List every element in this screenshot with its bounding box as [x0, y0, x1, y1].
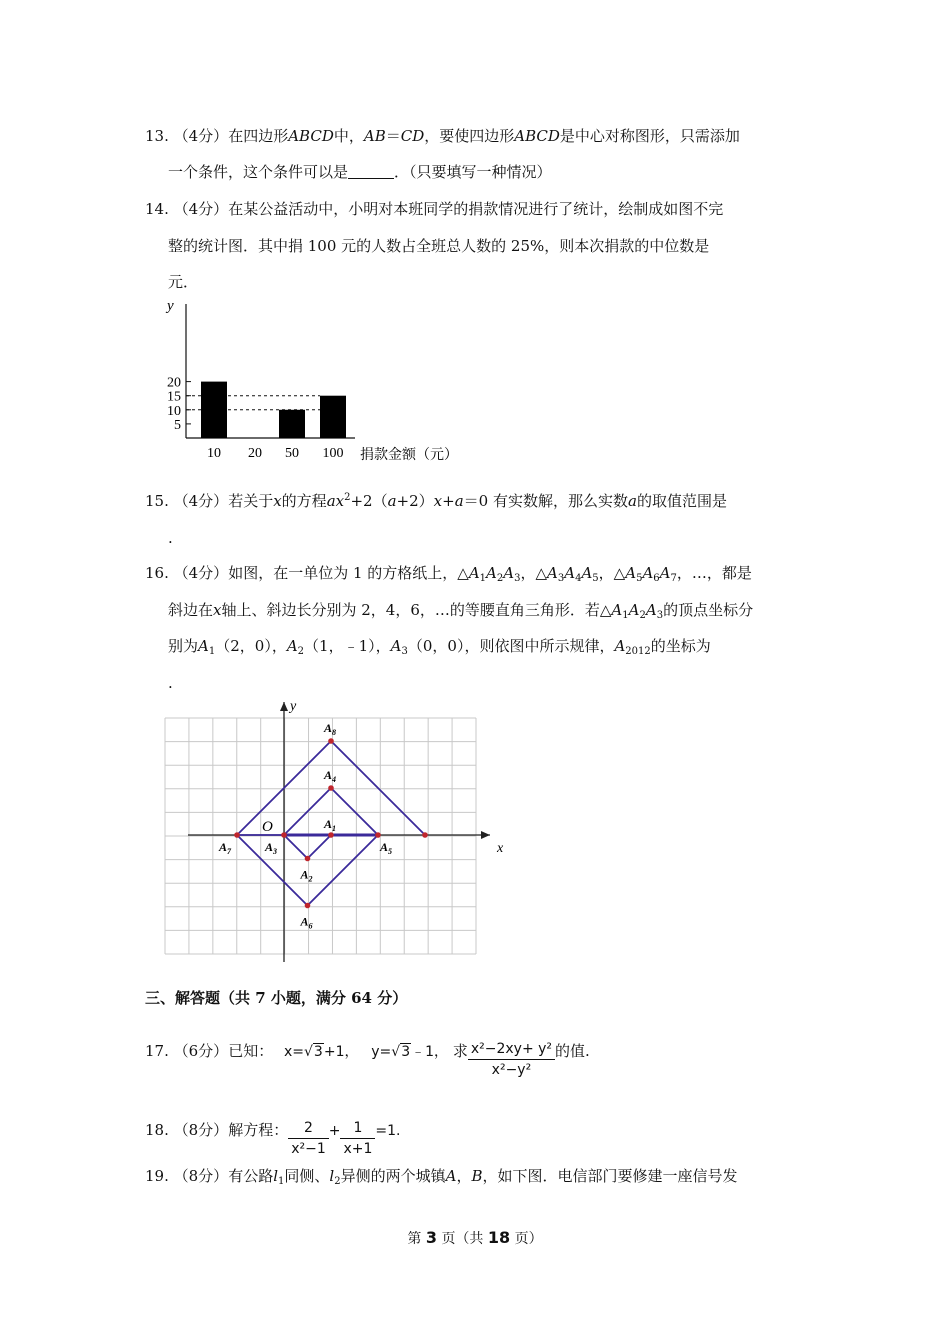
q14-score: （4分）: [173, 200, 229, 218]
q16-point: A: [198, 637, 209, 655]
point-label-a1: $A_1$: [324, 817, 337, 833]
q13-number: 13.: [145, 127, 169, 145]
q19-text: 有公路: [228, 1167, 274, 1185]
q16-sub: 1: [208, 646, 216, 657]
coordinate-grid-figure: [160, 696, 510, 966]
fraction-numerator: 2: [288, 1118, 329, 1139]
bar-100: [320, 396, 346, 438]
point-dot: [281, 832, 287, 838]
point-dot: [305, 903, 311, 909]
q16-text: 轴上、斜边长分别为 2，4，6，…的等腰直角三角形．若△: [221, 601, 612, 619]
point-dot: [375, 832, 381, 838]
point-dot: [305, 856, 311, 862]
q15-text: +2）: [396, 492, 434, 510]
fraction-denominator: x²−y²: [491, 1062, 532, 1078]
q16-point: A: [390, 637, 402, 655]
q19-sub: 1: [278, 1176, 285, 1187]
q15-text: 的方程: [281, 492, 327, 510]
q16-sub: 5: [592, 573, 599, 584]
q19-road: l: [329, 1167, 335, 1185]
q14-line2: 整的统计图．其中捐 100 元的人数占全班总人数的 25%，则本次捐款的中位数是: [168, 237, 710, 255]
q15-text: +2（: [350, 492, 388, 510]
y-axis-label: y: [290, 699, 297, 714]
triangle-a1a2a3: [284, 835, 331, 859]
page-footer: [0, 1228, 950, 1249]
point-label-a5: $A_5$: [380, 840, 393, 856]
q15-var-a: a: [387, 492, 397, 510]
origin-label: O: [262, 819, 273, 835]
q14-number: 14.: [145, 200, 169, 218]
q19-score: （8分）: [173, 1167, 229, 1185]
y-tick-label: 20: [167, 375, 181, 391]
q17-score: （6分）: [173, 1042, 229, 1060]
q16-coord: （0，0），则依图中所示规律，: [407, 637, 615, 655]
x-tick-label: 100: [322, 446, 344, 461]
q16-text: ，…，都是: [676, 564, 752, 582]
fraction-numerator: x²−2xy+ y²: [468, 1039, 555, 1060]
q13-text: ，要使四边形: [424, 127, 515, 145]
bar-10: [201, 382, 227, 438]
q15-text: +: [442, 492, 455, 510]
x-axis-label: 捐款金额（元）: [360, 448, 458, 463]
q18-score: （8分）: [173, 1121, 229, 1139]
q16-point: A: [547, 564, 558, 582]
q16-line3: [168, 636, 711, 656]
q16-point: A: [642, 564, 654, 582]
radicand: 3: [313, 1044, 323, 1060]
y-axis-label: y: [167, 298, 174, 314]
x-tick-label: 50: [285, 446, 299, 461]
q18-rhs: =1.: [375, 1123, 401, 1139]
q14-text: 在某公益活动中，小明对本班同学的捐款情况进行了统计，绘制成如图不完: [228, 200, 724, 218]
q17-fraction: [468, 1039, 555, 1080]
q13-text: 是中心对称图形，只需添加: [559, 127, 740, 145]
q16-number: 16.: [145, 564, 169, 582]
q17-x-expr: [284, 1044, 359, 1060]
answer-blank: [348, 164, 394, 179]
q15-number: 15.: [145, 492, 169, 510]
section-title: 三、解答题（共 7 小题，满分 64 分）: [145, 989, 408, 1007]
q16-sub: 2: [639, 610, 646, 621]
q16-sub: 6: [653, 573, 660, 584]
y-axis-arrow: [280, 702, 288, 711]
point-dot: [328, 738, 334, 744]
q19-town-a: A: [445, 1167, 457, 1185]
q16-var-x: x: [213, 601, 222, 619]
q16-point: A: [625, 564, 637, 582]
q16-sub: 3: [557, 573, 565, 584]
q17-plus1: +1，: [323, 1044, 359, 1060]
q16-point: A: [628, 601, 640, 619]
q15-text: 若关于: [228, 492, 274, 510]
q17-y-eq: y=: [371, 1044, 392, 1060]
q16-sub: 5: [636, 573, 643, 584]
q14-line1: [145, 199, 723, 219]
q13-eq: ＝: [385, 127, 401, 145]
q16-score: （4分）: [173, 564, 229, 582]
q18-line: [145, 1118, 401, 1159]
q17-text: 已知：: [228, 1042, 274, 1060]
q16-text: ，△: [598, 564, 626, 582]
q16-point: A: [645, 601, 657, 619]
x-tick-label: 10: [207, 446, 221, 461]
q15-var-x: x: [433, 492, 443, 510]
fraction-denominator: x²−1: [291, 1141, 326, 1157]
point-dot: [234, 832, 240, 838]
x-tick-label: 20: [248, 446, 262, 461]
q18-fraction-2: [340, 1118, 375, 1159]
q13-text: 中，: [333, 127, 364, 145]
q19-number: 19.: [145, 1167, 169, 1185]
sqrt-sign: √3: [391, 1044, 411, 1060]
q15-var-a: a: [628, 492, 637, 510]
q18-text: 解方程：: [228, 1121, 289, 1139]
q17-minus1: ﹣1，: [411, 1044, 449, 1060]
q17-y-expr: [371, 1044, 448, 1060]
q16-text: 的坐标为: [650, 637, 711, 655]
q18-number: 18.: [145, 1121, 169, 1139]
footer-text: 第: [407, 1231, 422, 1247]
point-label-a3: $A_3$: [265, 840, 278, 856]
q16-point: A: [468, 564, 480, 582]
q13-text: 在四边形: [228, 127, 289, 145]
q15-var-ax: ax: [326, 492, 345, 510]
q16-point: A: [503, 564, 515, 582]
q13-line1: [145, 126, 740, 146]
point-dot: [422, 832, 428, 838]
q13-text: 一个条件，这个条件可以是: [168, 163, 349, 181]
q13-abcd: ABCD: [514, 127, 560, 145]
q16-sub: 3: [514, 573, 521, 584]
q17-line: [145, 1039, 590, 1080]
q16-point: A: [614, 637, 626, 655]
footer-text: 页（共: [441, 1231, 484, 1247]
fraction-denominator: x+1: [343, 1141, 373, 1157]
q14-line3: 元．: [168, 273, 199, 291]
radicand: 3: [401, 1044, 411, 1060]
q16-sub: 4: [575, 573, 582, 584]
sqrt-sign: √3: [304, 1044, 323, 1060]
q16-sub: 1: [622, 610, 629, 621]
q16-text: 斜边在: [168, 601, 214, 619]
q13-abcd: ABCD: [288, 127, 334, 145]
q16-point: A: [581, 564, 593, 582]
q13-ab: AB: [363, 127, 386, 145]
q16-sub: 3: [656, 610, 664, 621]
q19-line1: [145, 1166, 738, 1186]
q19-text: 异侧的两个城镇: [340, 1167, 446, 1185]
q15-text: 的取值范围是: [636, 492, 727, 510]
q16-sub: 7: [670, 573, 677, 584]
q15-exponent: 2: [344, 492, 351, 503]
footer-text: 页）: [514, 1231, 543, 1247]
q16-point: A: [286, 637, 298, 655]
q16-text: 的顶点坐标分: [663, 601, 754, 619]
q15-score: （4分）: [173, 492, 229, 510]
q16-sub: 3: [401, 646, 408, 657]
q16-point: A: [611, 601, 623, 619]
q13-score: （4分）: [173, 127, 229, 145]
q17-text: 求: [452, 1042, 468, 1060]
q16-line1: [145, 563, 752, 583]
y-tick-label: 10: [167, 403, 181, 419]
q19-road: l: [273, 1167, 279, 1185]
donation-bar-chart: [150, 292, 490, 472]
point-dot: [328, 785, 334, 791]
q15-var-a: a: [454, 492, 464, 510]
x-axis-label: x: [497, 841, 504, 856]
q19-text: 同侧、: [284, 1167, 330, 1185]
q16-coord: （2，0），: [215, 637, 287, 655]
point-label-a6: $A_6$: [300, 914, 313, 931]
q19-town-b: B: [471, 1167, 483, 1185]
point-label-a2: $A_2$: [300, 867, 313, 884]
q17-number: 17.: [145, 1042, 169, 1060]
q16-text: 如图，在一单位为 1 的方格纸上，△: [228, 564, 469, 582]
q15-text: ＝0 有实数解，那么实数: [463, 492, 628, 510]
q16-point: A: [564, 564, 576, 582]
q15-line1: [145, 491, 727, 511]
bar-50: [279, 410, 305, 438]
q17-text: 的值.: [555, 1042, 590, 1060]
y-tick-label: 5: [174, 417, 181, 433]
q16-point: A: [486, 564, 497, 582]
footer-total: 18: [487, 1228, 511, 1247]
y-tick-label: 15: [167, 389, 181, 405]
q19-sub: 2: [334, 1176, 341, 1187]
q16-text: ，△: [520, 564, 548, 582]
q13-line2: [168, 162, 552, 182]
q17-x-eq: x=: [283, 1044, 304, 1060]
point-label-a4: $A_4$: [324, 768, 337, 784]
q15-line2: .: [168, 529, 173, 547]
q16-coord: （1，﹣1），: [304, 637, 391, 655]
q19-text: ，: [456, 1167, 472, 1185]
q13-text: ．（只要填写一种情况）: [394, 163, 552, 181]
point-label-a8: $A_8$: [324, 721, 337, 737]
point-label-a7: $A_7$: [219, 840, 232, 856]
q16-line2: [168, 600, 753, 620]
q18-fraction-1: [288, 1118, 329, 1159]
q13-cd: CD: [400, 127, 425, 145]
q16-sub: 2: [297, 646, 305, 657]
footer-page: 3: [425, 1228, 437, 1247]
q16-sub: 2012: [625, 646, 651, 657]
q16-text: 别为: [168, 637, 199, 655]
q16-sub: 1: [479, 573, 487, 584]
fraction-numerator: 1: [340, 1118, 375, 1139]
q15-var-x: x: [273, 492, 282, 510]
q19-text: ，如下图．电信部门要修建一座信号发: [482, 1167, 738, 1185]
q16-point: A: [659, 564, 671, 582]
q16-sub: 2: [496, 573, 504, 584]
point-dot: [328, 832, 334, 838]
q16-line4: .: [168, 674, 173, 692]
q18-plus: +: [328, 1123, 341, 1139]
x-axis-arrow: [481, 831, 490, 839]
